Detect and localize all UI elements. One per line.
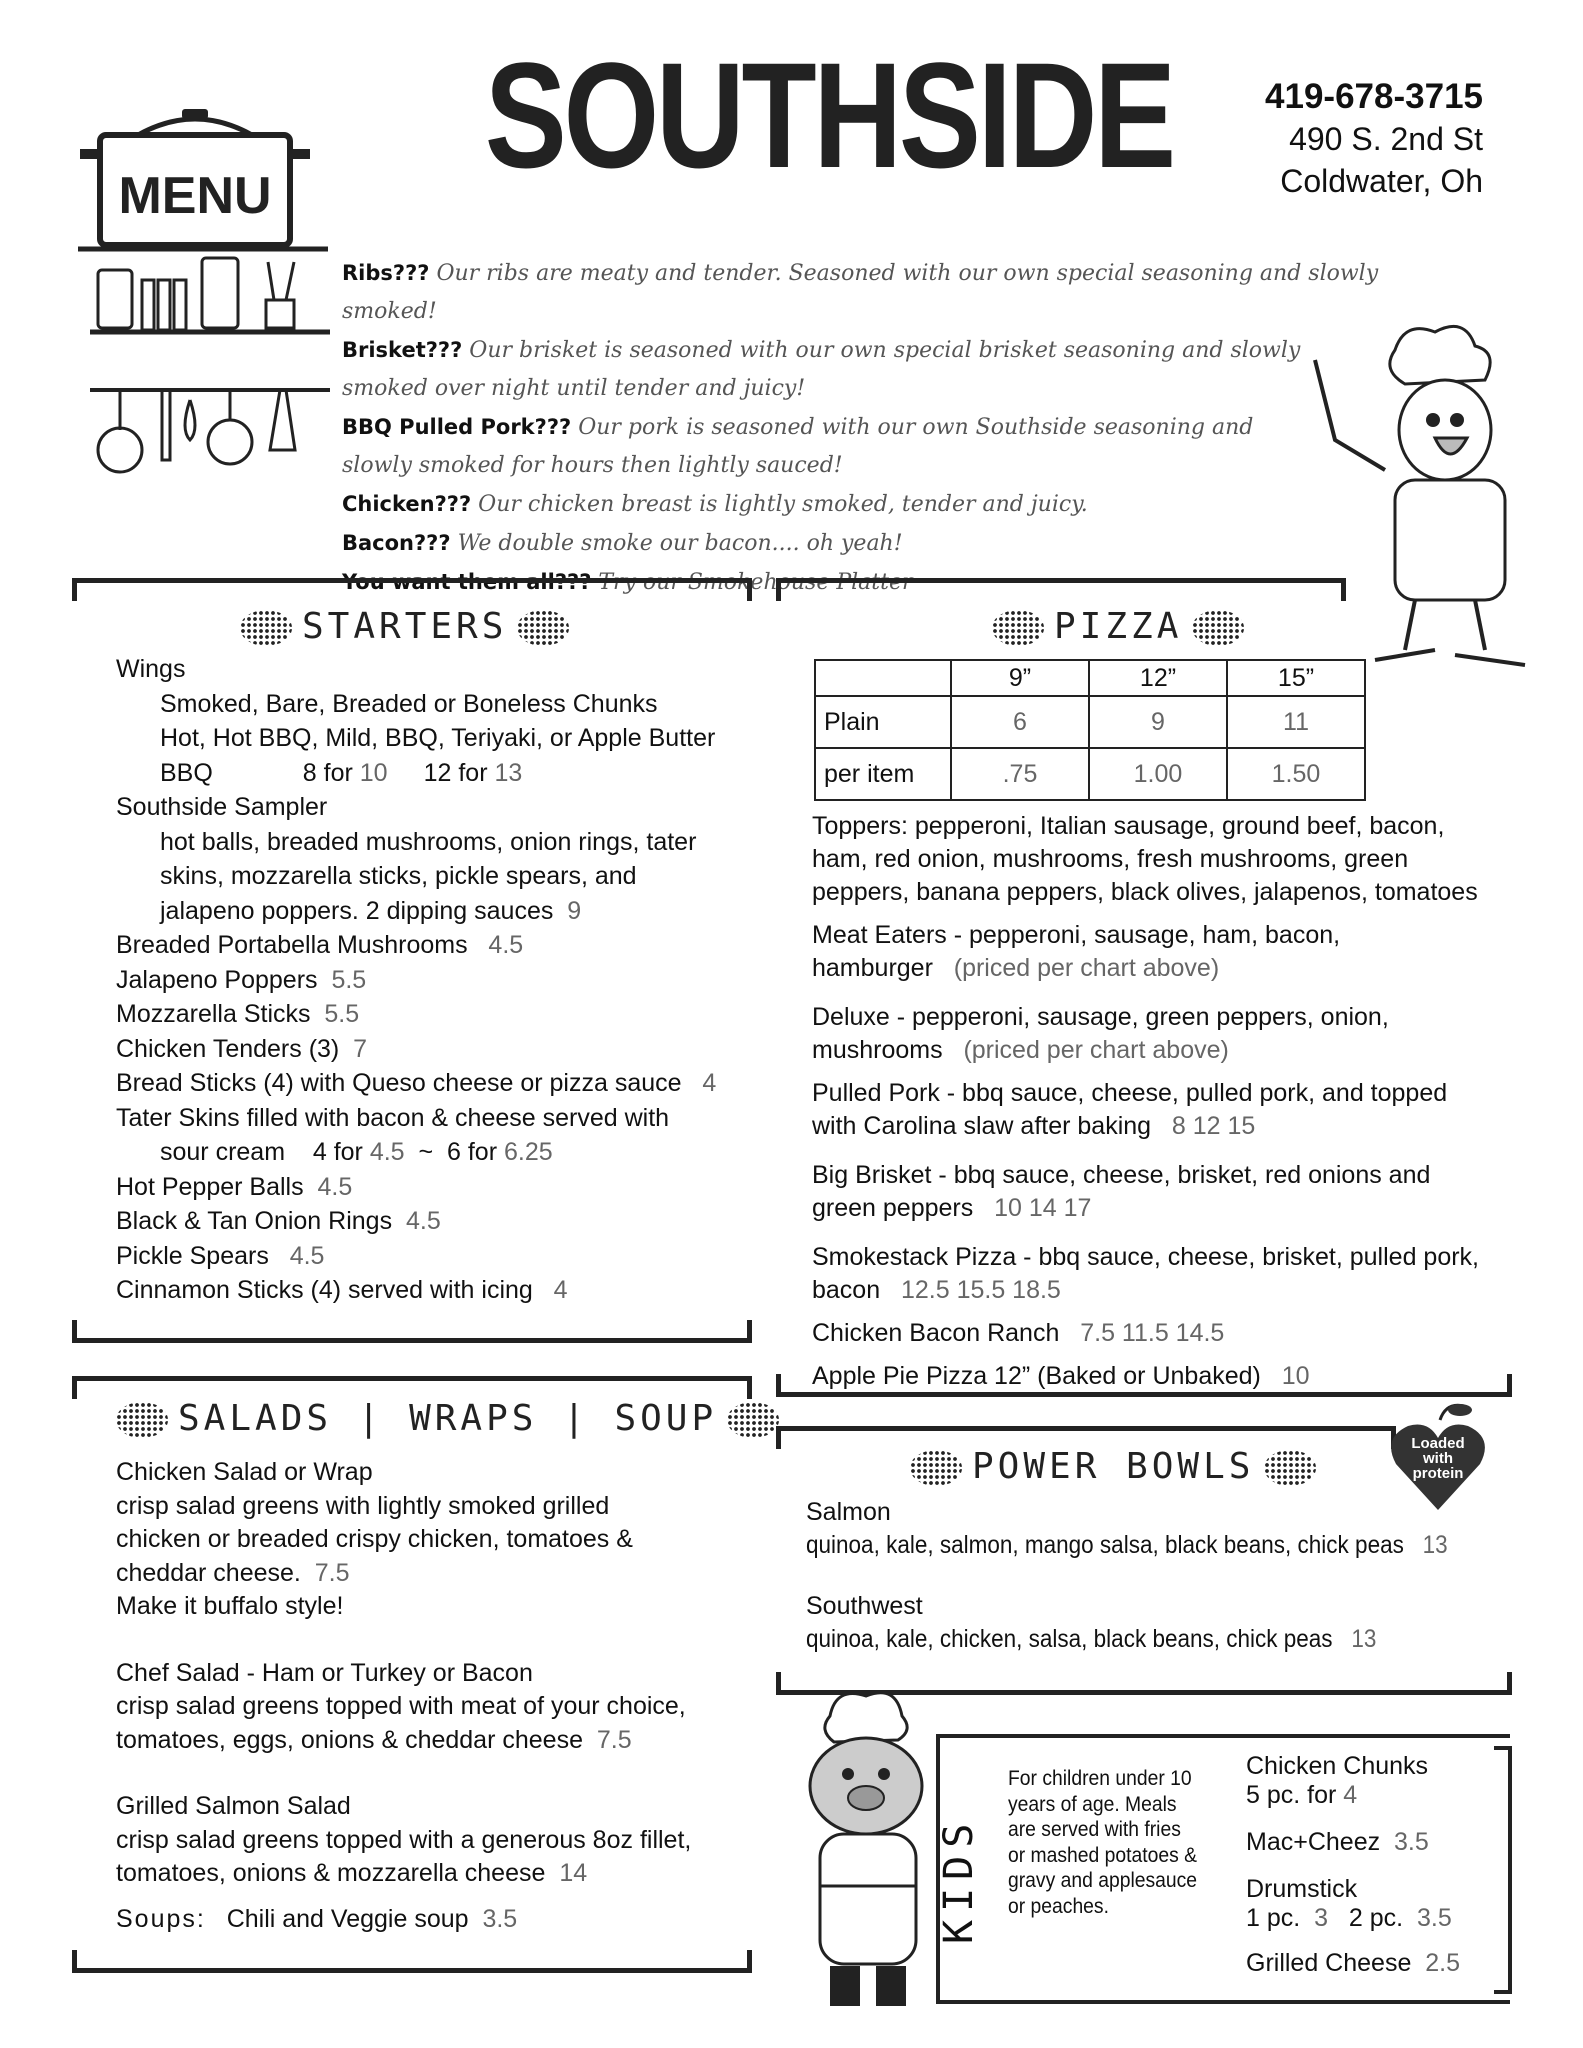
chef-pig-mascot-icon <box>790 1686 940 2026</box>
menu-item: Apple Pie Pizza 12” (Baked or Unbaked) 10 <box>812 1362 1310 1390</box>
bowl-name: Southwest <box>806 1592 923 1620</box>
starters-bottom-bracket <box>72 1320 752 1343</box>
kids-label: KIDS <box>936 1815 982 1945</box>
salads-list: Chicken Salad or Wrap crisp salad greens with lightly smoked grilled chicken or breaded crispy chicken, tomatoes & cheddar cheese. 7.5 Make it buffalo style! Chef Salad - Ham or Turkey or Bacon crisp salad greens topped with meat of your choice, tomatoes, eggs, onions & cheddar cheese 7.5 Grilled Salmon Salad crisp salad greens topped with a generous 8oz fillet, tomatoes, onions & mozzarella cheese 14 Soups: Chili and Veggie soup 3.5 <box>116 1456 756 1936</box>
chef-salad-name: Chef Salad - Ham or Turkey or Bacon <box>116 1658 533 1687</box>
salads-top-bracket <box>72 1376 752 1399</box>
brand-title: SOUTHSIDE <box>484 31 1173 199</box>
intro-line: Brisket??? Our brisket is seasoned with our own special brisket seasoning and slowly smoked over night until tender and juicy! <box>342 338 1301 401</box>
chef-chicken-mascot-icon <box>1295 320 1535 690</box>
menu-item: Breaded Portabella Mushrooms 4.5 <box>116 931 524 959</box>
menu-item: Pickle Spears 4.5 <box>116 1241 325 1270</box>
salads-heading: SALADS | WRAPS | SOUP <box>106 1398 789 1439</box>
intro-line: BBQ Pulled Pork??? Our pork is seasoned with our own Southside seasoning and slowly smoked for hours then lightly sauced! <box>342 415 1254 478</box>
size-header: 9” <box>951 660 1089 696</box>
intro-line: Ribs??? Our ribs are meaty and tender. Seasoned with our own special seasoning and slowly smoked! <box>342 261 1379 324</box>
kitchen-shelf-icon <box>90 250 340 490</box>
menu-item: Meat Eaters - pepperoni, sausage, ham, bacon, hamburger (priced per chart above) <box>812 921 1341 982</box>
protein-badge-text: Loaded with protein <box>1411 1435 1465 1482</box>
pot-label: MENU <box>118 167 272 225</box>
sampler-name: Southside Sampler <box>116 793 328 821</box>
bowl-name: Salmon <box>806 1498 891 1526</box>
bowls-heading: POWER BOWLS <box>900 1446 1326 1487</box>
salads-bottom-bracket <box>72 1950 752 1973</box>
pizza-list <box>812 810 1492 1403</box>
menu-item: Smokestack Pizza - bbq sauce, cheese, brisket, pulled pork, bacon 12.5 15.5 18.5 <box>812 1243 1479 1304</box>
kids-items <box>1246 1752 1496 1992</box>
salmon-salad-name: Grilled Salmon Salad <box>116 1792 351 1820</box>
starters-top-bracket <box>72 578 752 601</box>
kids-note: For children under 10 years of age. Meals are served with fries or mashed potatoes & gravy and applesauce or peaches. <box>1008 1767 1198 1918</box>
pizza-heading: PIZZA <box>982 606 1254 647</box>
chicken-salad-name: Chicken Salad or Wrap <box>116 1458 373 1486</box>
bowls-list: Salmon quinoa, kale, salmon, mango salsa, black beans, chick peas 13 Southwest quinoa, kale, chicken, salsa, black beans, chick peas 13 <box>806 1496 1506 1656</box>
pizza-price-table <box>814 659 1366 801</box>
table-row: Plain 6 9 11 <box>815 696 1365 748</box>
starters-list: Wings Smoked, Bare, Breaded or Boneless Chunks Hot, Hot BBQ, Mild, BBQ, Teriyaki, or Apple Butter BBQ 8 for 10 12 for 13 Southside Sampler hot balls, breaded mushrooms, onion rings, tater skins, mozzarella sticks, pickle spears, and jalapeno poppers. 2 dipping sauces 9 Breaded Portabella Mushrooms 4.5 Jalapeno Poppers 5.5 Mozzarella Sticks 5.5 Chicken Tenders (3) 7 Bread Sticks (4) with Queso cheese or pizza sauce 4 Tater Skins filled with bacon & cheese served with sour cream 4 for 4.5 ~ 6 for 6.25 Hot Pepper Balls 4.5 Black & Tan Onion Rings 4.5 Pickle Spears 4.5 Cinnamon Sticks (4) served with icing 4 <box>116 652 756 1308</box>
kids-right-bracket <box>1494 1746 1512 1994</box>
size-header: 12” <box>1089 660 1227 696</box>
intro-line: Bacon??? We double smoke our bacon.... oh yeah! <box>342 531 903 556</box>
menu-item: Deluxe - pepperoni, sausage, green peppers, onion, mushrooms (priced per chart above) <box>812 1003 1389 1064</box>
size-header: 15” <box>1227 660 1365 696</box>
kids-item: Drumstick 1 pc. 3 2 pc. 3.5 <box>1246 1875 1452 1932</box>
menu-item: Jalapeno Poppers 5.5 <box>116 965 367 994</box>
menu-item: Chicken Tenders (3) 7 <box>116 1034 368 1063</box>
wings-name: Wings <box>116 655 186 683</box>
menu-pot-icon <box>78 105 328 255</box>
menu-item: Hot Pepper Balls 4.5 <box>116 1172 353 1201</box>
menu-item: Cinnamon Sticks (4) served with icing 4 <box>116 1276 568 1304</box>
contact-info <box>1265 76 1483 202</box>
menu-item: Bread Sticks (4) with Queso cheese or pizza sauce 4 <box>116 1069 717 1097</box>
pizza-top-bracket <box>776 578 1346 601</box>
intro-line: You want them all??? Try our Smokehouse Platter <box>342 570 913 595</box>
address-line2: Coldwater, Oh <box>1280 163 1483 199</box>
menu-item: Chicken Bacon Ranch 7.5 11.5 14.5 <box>812 1319 1225 1347</box>
intro-blurb <box>342 254 1442 602</box>
address-line1: 490 S. 2nd St <box>1289 121 1483 157</box>
kids-item: Grilled Cheese 2.5 <box>1246 1949 1461 1977</box>
wings-prices: BBQ 8 for 10 12 for 13 <box>160 758 523 787</box>
table-row: per item .75 1.00 1.50 <box>815 748 1365 800</box>
menu-item: Big Brisket - bbq sauce, cheese, brisket, red onions and green peppers 10 14 17 <box>812 1161 1431 1222</box>
menu-item: Mozzarella Sticks 5.5 <box>116 1000 360 1028</box>
kids-item: Mac+Cheez 3.5 <box>1246 1828 1429 1856</box>
phone-number[interactable]: 419-678-3715 <box>1265 77 1483 116</box>
tater-skins: Tater Skins filled with bacon & cheese served with <box>116 1103 670 1132</box>
soups-line: Soups: Chili and Veggie soup 3.5 <box>116 1904 518 1933</box>
starters-heading: STARTERS <box>230 606 579 647</box>
intro-line: Chicken??? Our chicken breast is lightly smoked, tender and juicy. <box>342 492 1088 517</box>
toppers: Toppers: pepperoni, Italian sausage, ground beef, bacon, ham, red onion, mushrooms, fresh mushrooms, green peppers, banana peppers, black olives, jalapenos, tomatoes <box>812 812 1478 906</box>
menu-item: Pulled Pork - bbq sauce, cheese, pulled pork, and topped with Carolina slaw after baking 8 12 15 <box>812 1079 1448 1140</box>
menu-item: Black & Tan Onion Rings 4.5 <box>116 1207 441 1235</box>
kids-item: Chicken Chunks 5 pc. for 4 <box>1246 1752 1429 1809</box>
